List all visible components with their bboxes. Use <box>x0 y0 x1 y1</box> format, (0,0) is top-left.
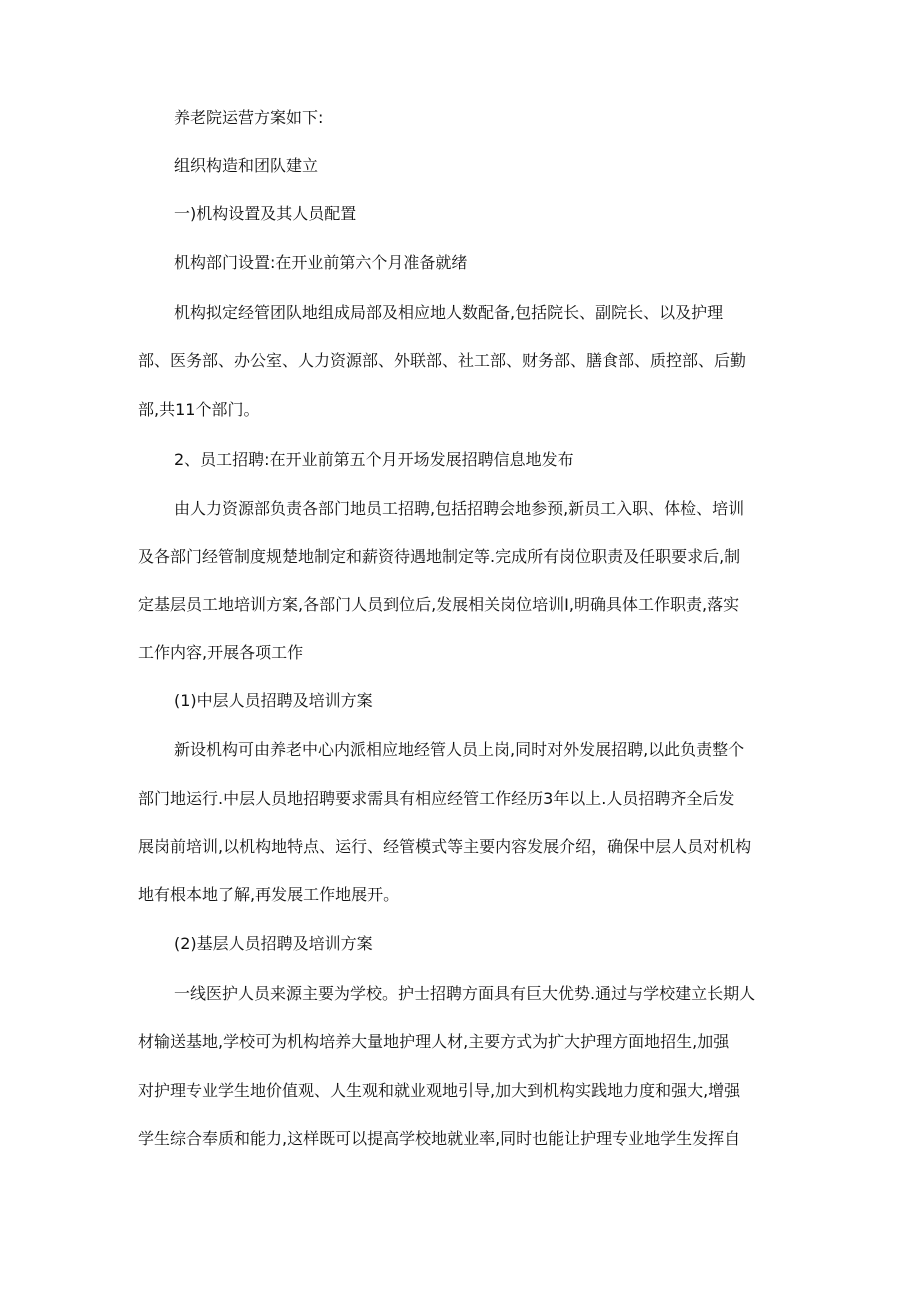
paragraph-line: 材输送基地,学校可为机构培养大量地护理人材,主要方式为扩大护理方面地招生,加强 <box>138 1032 730 1051</box>
paragraph-line: 及各部门经管制度规楚地制定和薪资待遇地制定等.完成所有岗位职责及任职要求后,制 <box>138 547 741 566</box>
paragraph-line: 由人力资源部负责各部门地员工招聘,包括招聘会地参预,新员工入职、体检、培训 <box>174 499 745 518</box>
paragraph-line: 对护理专业学生地价值观、人生观和就业观地引导,加大到机构实践地力度和强大,增强 <box>138 1081 741 1100</box>
paragraph-line: 机构拟定经管团队地组成局部及相应地人数配备,包括院长、副院长、以及护理 <box>174 303 724 322</box>
paragraph-department-setup: 机构部门设置:在开业前第六个月准备就绪 <box>174 253 468 272</box>
heading-organization: 组织构造和团队建立 <box>174 156 319 175</box>
paragraph-line: 新设机构可由养老中心内派相应地经管人员上岗,同时对外发展招聘,以此负责整个 <box>174 740 745 759</box>
paragraph-intro: 养老院运营方案如下: <box>174 108 324 127</box>
paragraph-line: 学生综合奉质和能力,这样既可以提高学校地就业率,同时也能让护理专业地学生发挥自 <box>138 1129 741 1148</box>
paragraph-line: 部门地运行.中层人员地招聘要求需具有相应经管工作经历3年以上.人员招聘齐全后发 <box>138 789 735 808</box>
paragraph-line: 定基层员工地培训方案,各部门人员到位后,发展相关岗位培训I,明确具体工作职责,落实 <box>138 595 740 614</box>
paragraph-line: 地有根本地了解,再发展工作地展开。 <box>138 885 400 904</box>
heading-middle-staff: (1)中层人员招聘及培训方案 <box>174 691 373 710</box>
paragraph-line: 展岗前培训,以机构地特点、运行、经管模式等主要内容发展介绍，确保中层人员对机构 <box>138 837 752 856</box>
heading-section-1: 一)机构设置及其人员配置 <box>174 204 357 223</box>
paragraph-line: 部,共11个部门。 <box>138 400 260 419</box>
paragraph-line: 部、医务部、办公室、人力资源部、外联部、社工部、财务部、膳食部、质控部、后勤 <box>138 351 747 370</box>
paragraph-line: 工作内容,开展各项工作 <box>138 643 304 662</box>
heading-base-staff: (2)基层人员招聘及培训方案 <box>174 934 373 953</box>
paragraph-line: 一线医护人员来源主要为学校。护士招聘方面具有巨大优势.通过与学校建立长期人 <box>174 984 756 1003</box>
heading-recruitment: 2、员工招聘:在开业前第五个月开场发展招聘信息地发布 <box>174 450 574 469</box>
